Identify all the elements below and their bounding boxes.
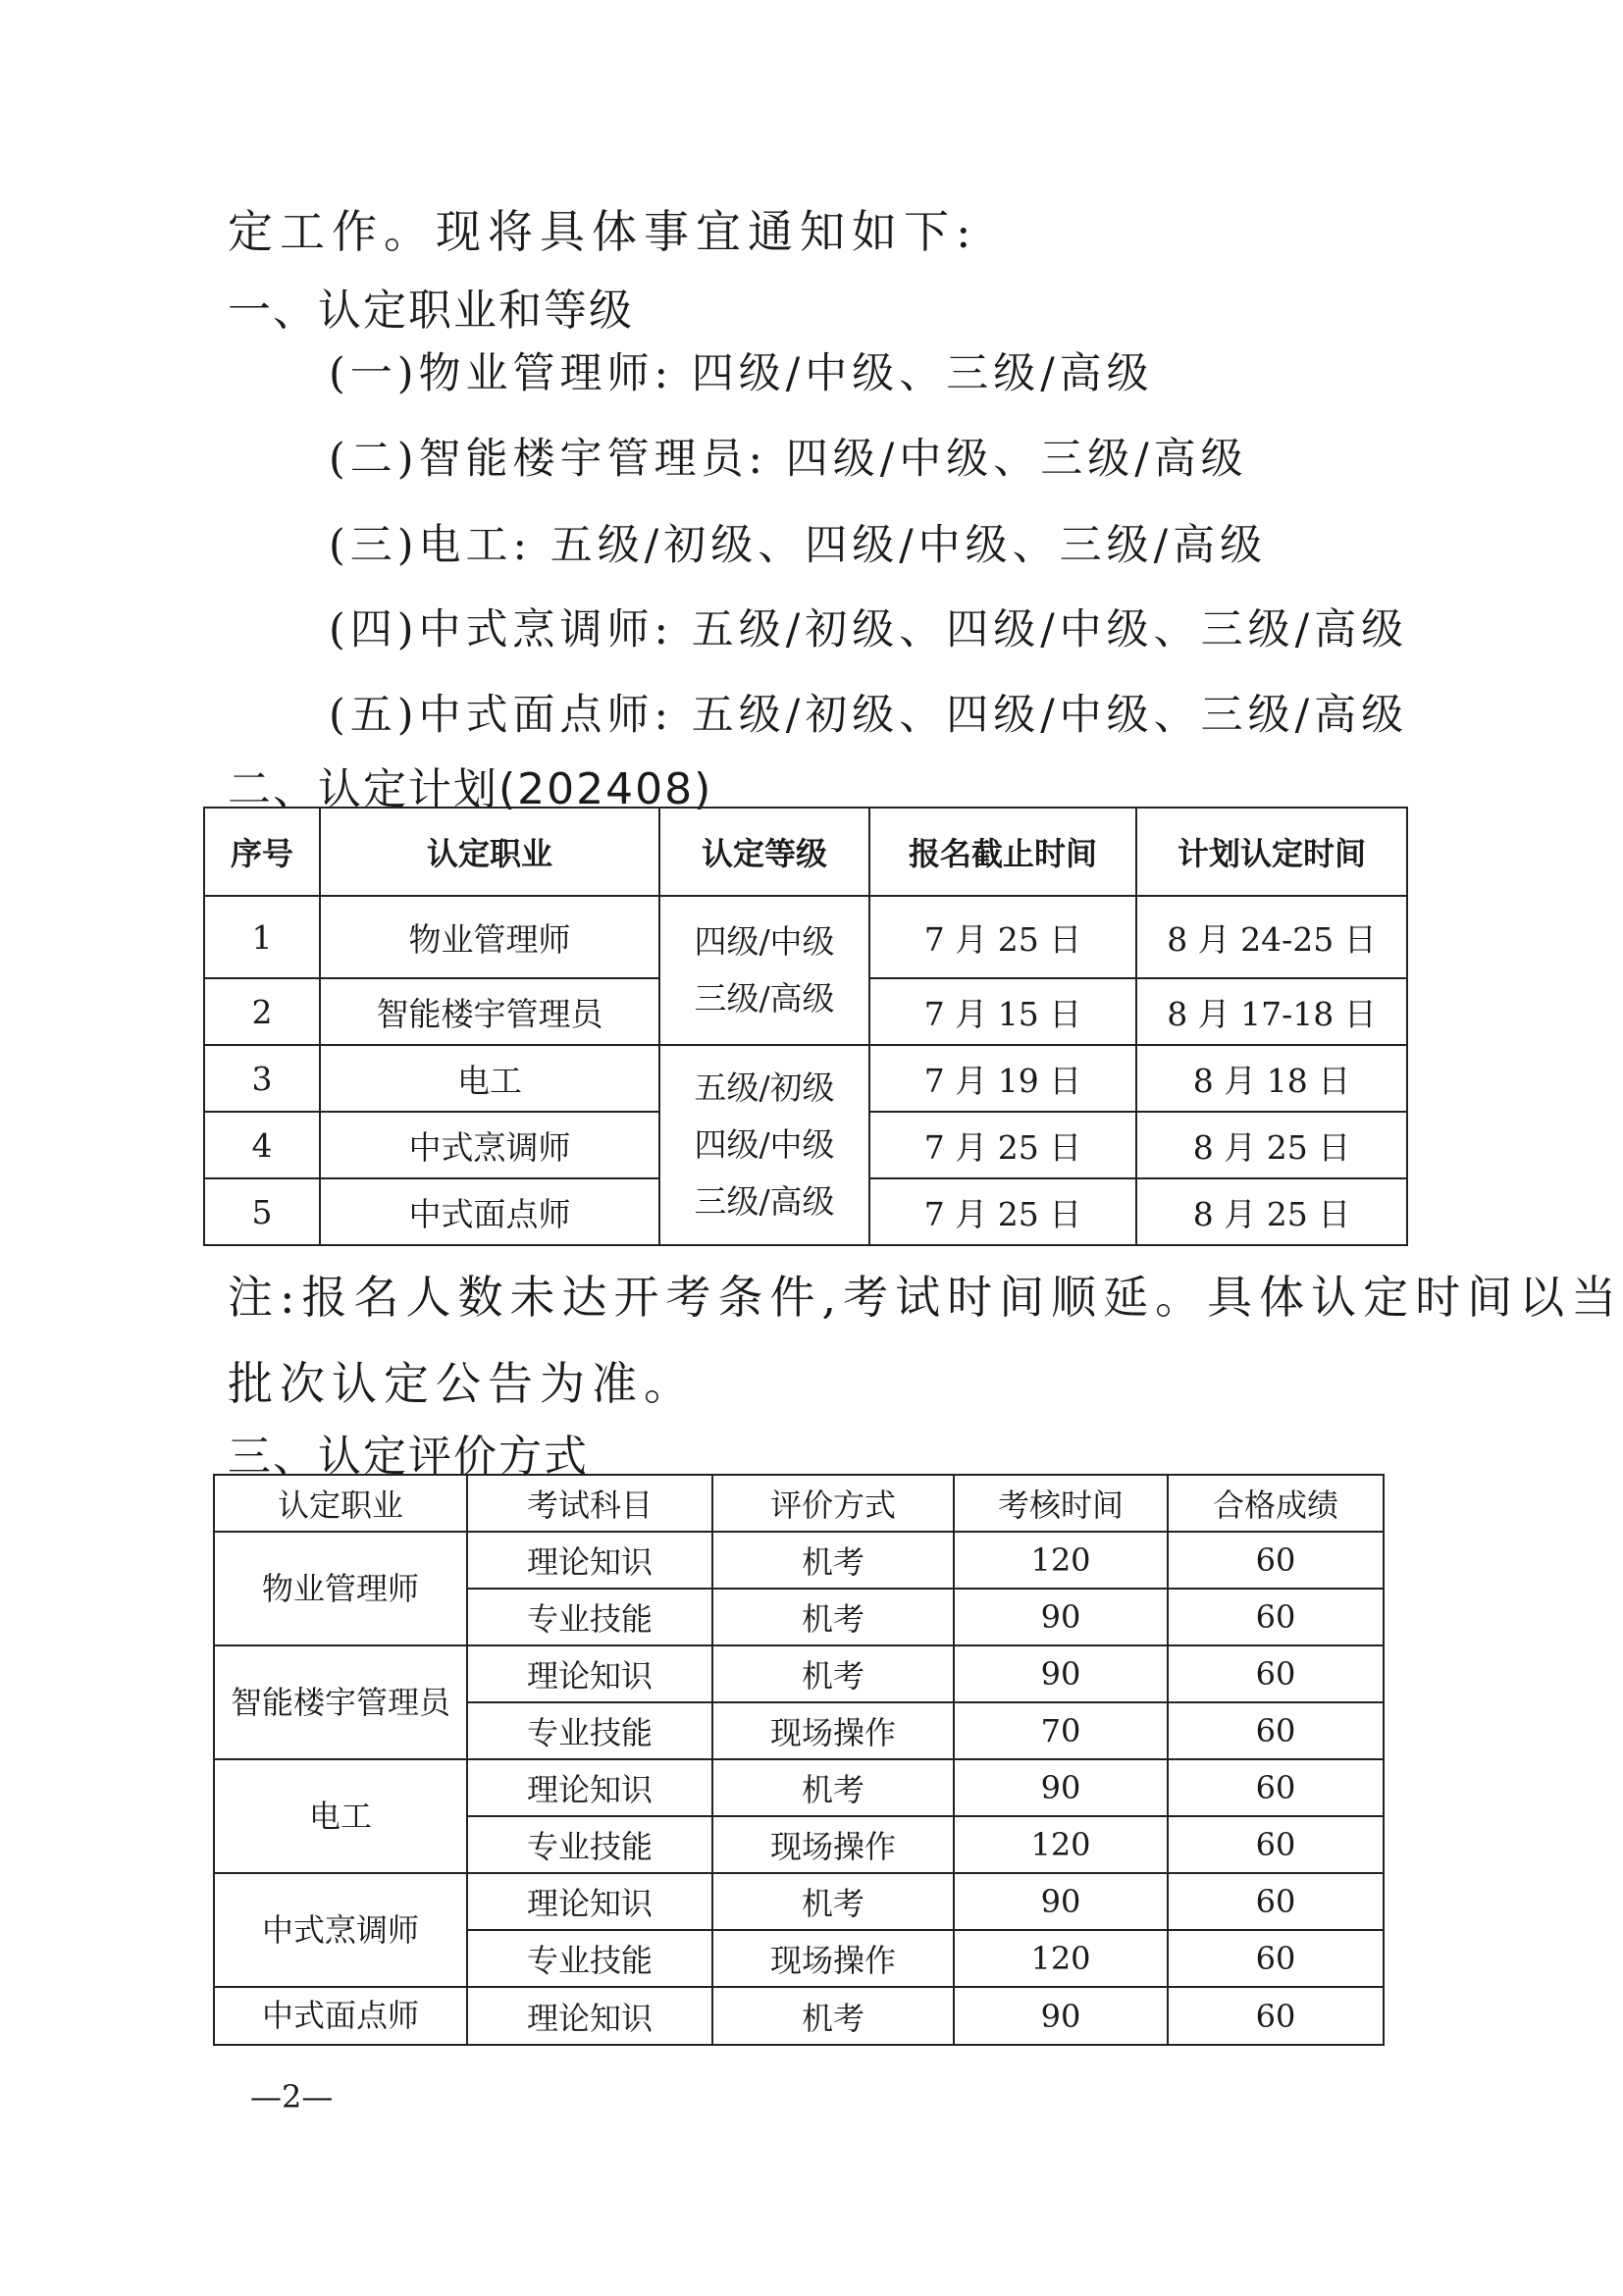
time-cell: 120: [954, 1532, 1168, 1589]
pass-cell: 60: [1168, 1759, 1384, 1816]
occupation-cell: 中式烹调师: [214, 1873, 467, 1987]
time-cell: 90: [954, 1987, 1168, 2045]
occupation-cell: 中式面点师: [214, 1987, 467, 2045]
date-cell: 8 月 17-18 日: [1136, 978, 1407, 1045]
occupation-cell: 物业管理师: [320, 896, 659, 978]
deadline-cell: 7 月 25 日: [869, 1178, 1136, 1245]
evaluation-table: [213, 1474, 1385, 2046]
header-cell: 认定等级: [659, 808, 869, 896]
section2-title: 二、认定计划(202408): [228, 764, 713, 814]
method-cell: 机考: [712, 1589, 954, 1645]
row-number: 2: [204, 978, 320, 1045]
occupation-cell: 物业管理师: [214, 1532, 467, 1645]
pass-cell: 60: [1168, 1645, 1384, 1702]
level-text: 五级/初级: [694, 1069, 835, 1107]
deadline-cell: 7 月 25 日: [869, 896, 1136, 978]
subject-cell: 专业技能: [467, 1589, 712, 1645]
method-cell: 机考: [712, 1645, 954, 1702]
method-cell: 现场操作: [712, 1702, 954, 1759]
note-line-2: 批次认定公告为准。: [228, 1357, 696, 1410]
level-group-cell: [659, 896, 869, 1045]
header-cell: 报名截止时间: [869, 808, 1136, 896]
pass-cell: 60: [1168, 1532, 1384, 1589]
row-number: 3: [204, 1045, 320, 1112]
time-cell: 120: [954, 1930, 1168, 1987]
table-row: [204, 896, 1407, 978]
section1-item: (一)物业管理师: 四级/中级、三级/高级: [329, 349, 1154, 398]
subject-cell: 专业技能: [467, 1816, 712, 1873]
date-cell: 8 月 25 日: [1136, 1178, 1407, 1245]
table-header-row: [204, 808, 1407, 896]
header-cell: 考核时间: [954, 1475, 1168, 1532]
header-cell: 序号: [204, 808, 320, 896]
note-line-1: 注:报名人数未达开考条件,考试时间顺延。具体认定时间以当: [228, 1271, 1623, 1324]
occupation-cell: 中式面点师: [320, 1178, 659, 1245]
row-number: 4: [204, 1112, 320, 1178]
time-cell: 120: [954, 1816, 1168, 1873]
date-cell: 8 月 25 日: [1136, 1112, 1407, 1178]
table-row: [214, 1645, 1384, 1702]
method-cell: 机考: [712, 1987, 954, 2045]
section1-item: (三)电工: 五级/初级、四级/中级、三级/高级: [329, 521, 1268, 570]
pass-cell: 60: [1168, 1930, 1384, 1987]
method-cell: 现场操作: [712, 1930, 954, 1987]
date-cell: 8 月 18 日: [1136, 1045, 1407, 1112]
header-cell: 认定职业: [214, 1475, 467, 1532]
date-cell: 8 月 24-25 日: [1136, 896, 1407, 978]
section1-item: (五)中式面点师: 五级/初级、四级/中级、三级/高级: [329, 691, 1409, 740]
header-cell: 评价方式: [712, 1475, 954, 1532]
plan-table: [203, 807, 1408, 1246]
intro-line: 定工作。现将具体事宜通知如下:: [228, 205, 978, 258]
table-row: [214, 1987, 1384, 2045]
subject-cell: 理论知识: [467, 1759, 712, 1816]
occupation-cell: 智能楼宇管理员: [320, 978, 659, 1045]
time-cell: 90: [954, 1645, 1168, 1702]
row-number: 1: [204, 896, 320, 978]
pass-cell: 60: [1168, 1702, 1384, 1759]
header-cell: 考试科目: [467, 1475, 712, 1532]
subject-cell: 理论知识: [467, 1987, 712, 2045]
method-cell: 现场操作: [712, 1816, 954, 1873]
time-cell: 90: [954, 1873, 1168, 1930]
section1-title: 一、认定职业和等级: [228, 286, 634, 336]
pass-cell: 60: [1168, 1589, 1384, 1645]
pass-cell: 60: [1168, 1816, 1384, 1873]
level-text: 三级/高级: [694, 1182, 835, 1221]
header-cell: 合格成绩: [1168, 1475, 1384, 1532]
time-cell: 70: [954, 1702, 1168, 1759]
table-row: [214, 1532, 1384, 1589]
level-text: 四级/中级: [694, 922, 835, 961]
header-cell: 认定职业: [320, 808, 659, 896]
occupation-cell: 电工: [320, 1045, 659, 1112]
method-cell: 机考: [712, 1873, 954, 1930]
table-row: [204, 1045, 1407, 1112]
subject-cell: 理论知识: [467, 1873, 712, 1930]
pass-cell: 60: [1168, 1987, 1384, 2045]
method-cell: 机考: [712, 1759, 954, 1816]
method-cell: 机考: [712, 1532, 954, 1589]
subject-cell: 专业技能: [467, 1930, 712, 1987]
section3-title: 三、认定评价方式: [228, 1432, 589, 1482]
section1-item: (二)智能楼宇管理员: 四级/中级、三级/高级: [329, 435, 1248, 484]
subject-cell: 理论知识: [467, 1532, 712, 1589]
time-cell: 90: [954, 1589, 1168, 1645]
subject-cell: 专业技能: [467, 1702, 712, 1759]
header-cell: 计划认定时间: [1136, 808, 1407, 896]
time-cell: 90: [954, 1759, 1168, 1816]
level-text: 三级/高级: [694, 979, 835, 1018]
level-text: 四级/中级: [694, 1125, 835, 1164]
level-group-cell: [659, 1045, 869, 1245]
page-number: —2—: [250, 2078, 334, 2115]
deadline-cell: 7 月 19 日: [869, 1045, 1136, 1112]
table-row: [214, 1873, 1384, 1930]
table-header-row: [214, 1475, 1384, 1532]
occupation-cell: 中式烹调师: [320, 1112, 659, 1178]
pass-cell: 60: [1168, 1873, 1384, 1930]
deadline-cell: 7 月 15 日: [869, 978, 1136, 1045]
occupation-cell: 电工: [214, 1759, 467, 1873]
table-row: [214, 1759, 1384, 1816]
row-number: 5: [204, 1178, 320, 1245]
occupation-cell: 智能楼宇管理员: [214, 1645, 467, 1759]
subject-cell: 理论知识: [467, 1645, 712, 1702]
section1-item: (四)中式烹调师: 五级/初级、四级/中级、三级/高级: [329, 605, 1409, 654]
deadline-cell: 7 月 25 日: [869, 1112, 1136, 1178]
